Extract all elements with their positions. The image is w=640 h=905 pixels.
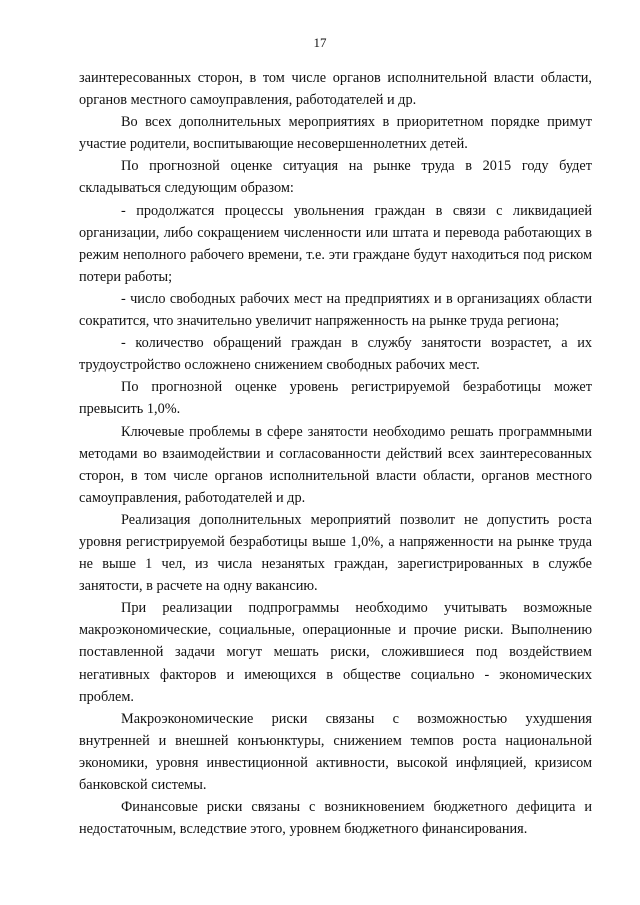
- paragraph-forecast-intro: По прогнозной оценке ситуация на рынке труда в 2015 году будет складываться следующим образом:: [79, 158, 592, 197]
- list-item-vacancies: - число свободных рабочих мест на предприятиях и в организациях области сократится, что значительно увеличит напряженность на рынке труда региона;: [79, 290, 592, 330]
- paragraph-continuation: заинтересованных сторон, в том числе органов исполнительной власти области, органов местного самоуправления, работодателей и др.: [79, 70, 592, 109]
- list-item-applications: - количество обращений граждан в службу занятости возрастет, а их трудоустройство осложнено снижением свободных рабочих мест.: [79, 335, 592, 374]
- paragraph-risks-intro: При реализации подпрограммы необходимо учитывать возможные макроэкономические, социальные, операционные и прочие риски. Выполнению поставленной задачи могут мешать риски, сложившиеся под воздействием негативных факторов и имеющихся в обществе социально - экономических проблем.: [79, 600, 592, 705]
- body-text: [79, 67, 592, 840]
- page-number: 17: [313, 35, 327, 50]
- list-item-dismissals: - продолжатся процессы увольнения граждан в связи с ликвидацией организации, либо сокращением численности или штата и перевода работающих в режим неполного рабочего времени, т.е. эти граждане будут находиться под риском потери работы;: [79, 202, 592, 285]
- paragraph-parents-participation: Во всех дополнительных мероприятиях в приоритетном порядке примут участие родители, воспитывающие несовершеннолетних детей.: [79, 114, 592, 153]
- paragraph-implementation-effect: Реализация дополнительных мероприятий позволит не допустить роста уровня регистрируемой безработицы выше 1,0%, а напряженности на рынке труда не выше 1 чел, из числа незанятых граждан, зарегистрированных в службе занятости, в расчете на одну вакансию.: [79, 511, 592, 595]
- paragraph-macroeconomic-risks: Макроэкономические риски связаны с возможностью ухудшения внутренней и внешней конъюнктуры, снижением темпов роста национальной экономики, уровня инвестиционной активности, высокой инфляцией, кризисом банковской системы.: [79, 710, 592, 793]
- paragraph-financial-risks: Финансовые риски связаны с возникновением бюджетного дефицита и недостаточным, вследствие этого, уровнем бюджетного финансирования.: [79, 799, 592, 838]
- paragraph-unemployment-forecast: По прогнозной оценке уровень регистрируемой безработицы может превысить 1,0%.: [79, 379, 592, 418]
- paragraph-key-problems: Ключевые проблемы в сфере занятости необходимо решать программными методами во взаимодействии и согласованности действий всех заинтересованных сторон, в том числе органов исполнительной власти области, органов местного самоуправления, работодателей и др.: [79, 423, 592, 506]
